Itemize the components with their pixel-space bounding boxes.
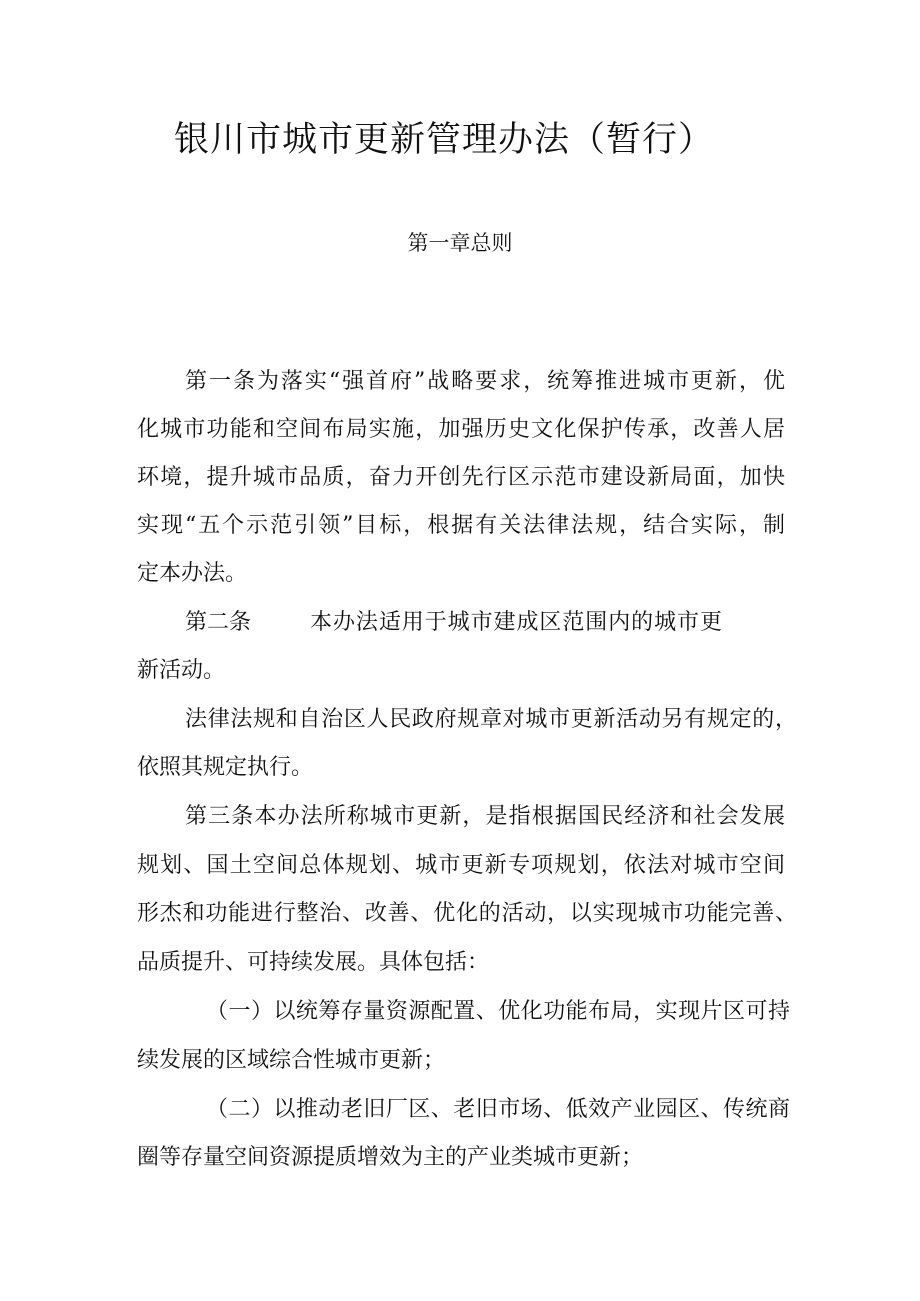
article3-line2: 规划、国土空间总体规划、城市更新专项规划，依法对城市空间 [137,853,785,878]
article1-line3: 环境，提升城市品质，奋力开创先行区示范市建设新局面，加快 [137,465,785,490]
document-title: 银川市城市更新管理办法（暂行） [173,120,714,160]
article2-line1: 本办法适用于城市建成区范围内的城市更 [310,610,722,635]
article3-line3: 形杰和功能进行整治、改善、优化的活动，以实现城市功能完善、 [137,901,797,926]
item2-line1: （二）以推动老旧厂区、老旧市场、低效产业园区、传统商 [206,1097,790,1122]
article2-para2-line1: 法律法规和自治区人民政府规章对城市更新活动另有规定的， [185,707,797,732]
article1-line4: 实现“五个示范引领”目标，根据有关法律法规，结合实际，制 [137,513,785,538]
article1-line1: 第一条为落实“强首府”战略要求，统筹推进城市更新，优 [185,369,785,394]
article2-line2: 新活动。 [137,658,226,683]
item1-line1: （一）以统筹存量资源配置、优化功能布局，实现片区可持 [206,999,790,1024]
article2-para2-line2: 依照其规定执行。 [137,755,314,780]
chapter-heading: 第一章总则 [407,231,513,255]
article3-line4: 品质提升、可持续发展。具体包括： [137,950,490,975]
article1-line5: 定本办法。 [137,561,248,586]
item1-line2: 续发展的区域综合性城市更新； [137,1048,446,1073]
article3-line1: 第三条本办法所称城市更新，是指根据国民经济和社会发展 [185,804,785,829]
article1-line2: 化城市功能和空间布局实施，加强历史文化保护传承，改善人居 [137,417,785,442]
item2-line2: 圈等存量空间资源提质增效为主的产业类城市更新； [137,1145,644,1170]
article2-label: 第二条 [185,610,252,635]
